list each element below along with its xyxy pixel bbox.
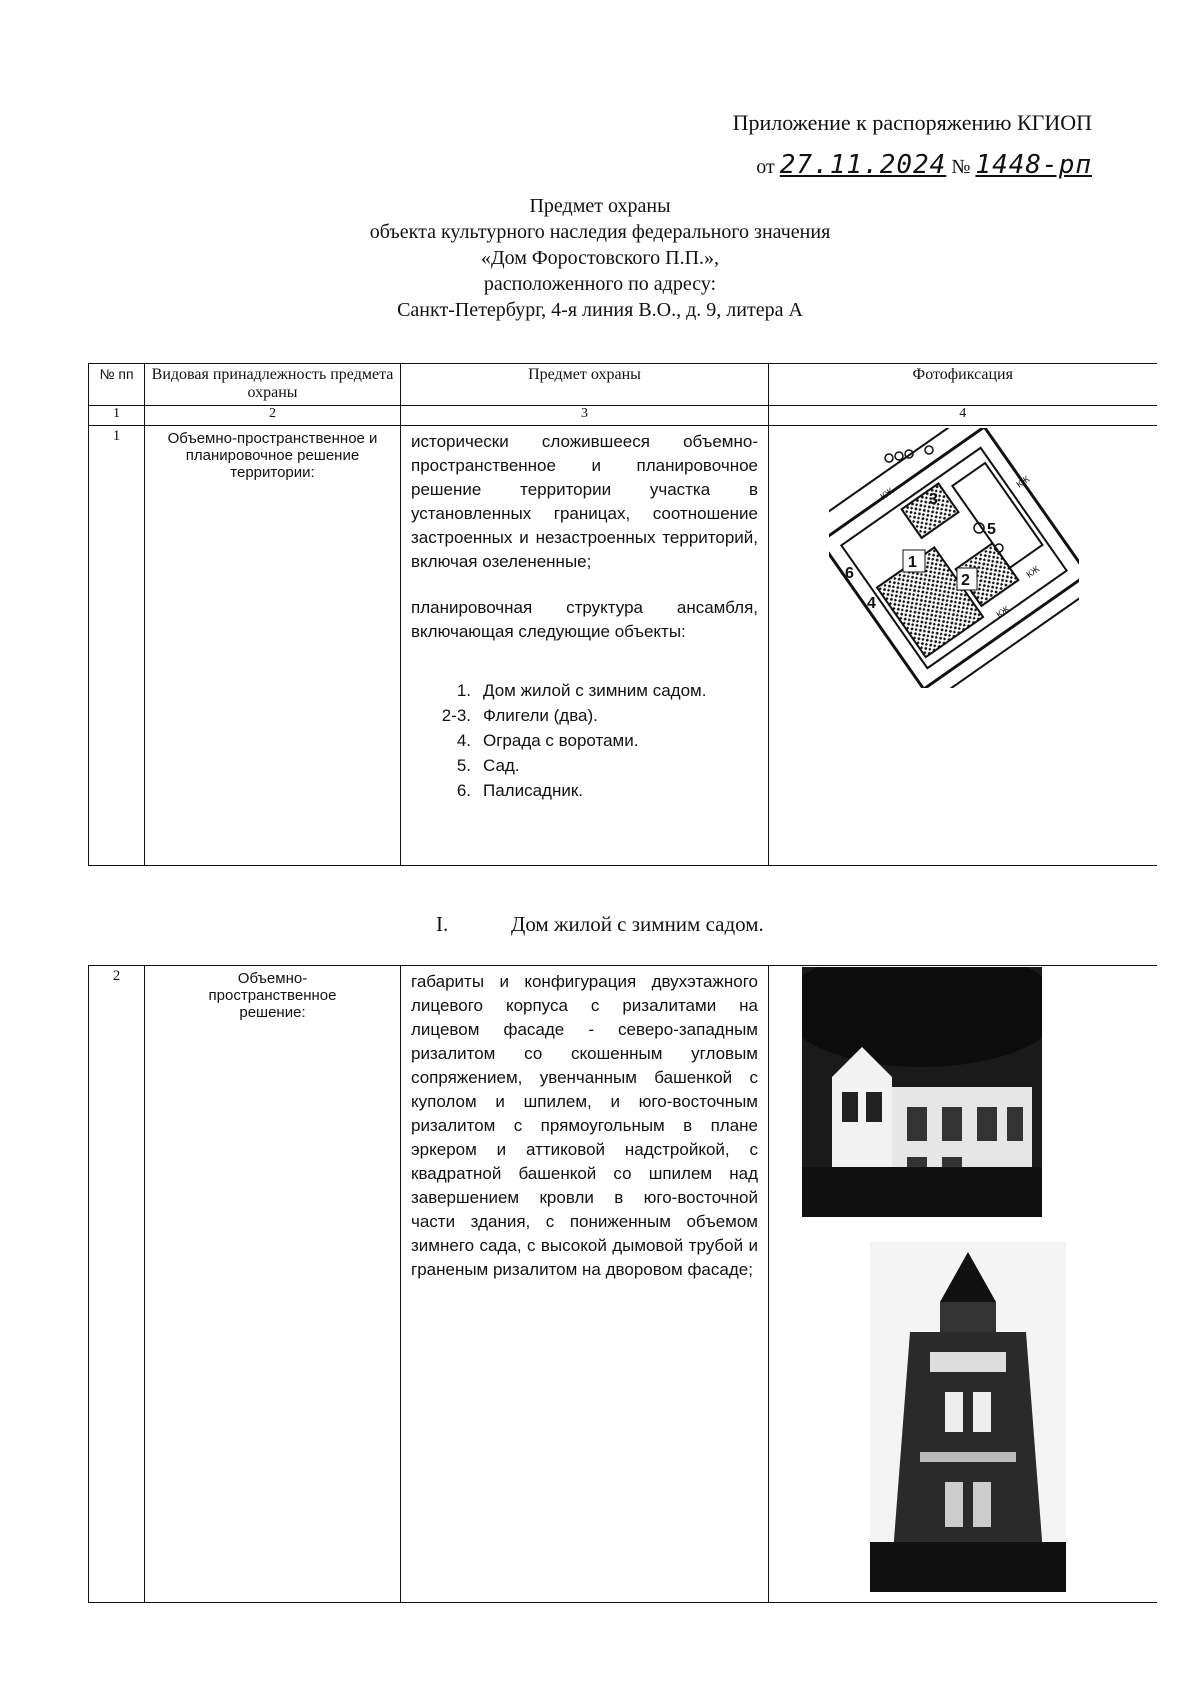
row2-paragraph: габариты и конфигурация двухэтажного лицевого корпуса с ризалитами на лицевом фасаде - северо-западным ризалитом со скошенным угловым сопряжением, увенчанным башенкой с куполом и шпилем, и юго-восточным ризалитом с прямоугольным в плане эркером и аттиковой надстройкой, с квадратной башенкой со шпилем над завершением кровли в юго-восточной части здания, с пониженным объемом зимнего сада, с высокой дымовой трубой и граненым ризалитом на дворовом фасаде; <box>411 972 758 1279</box>
row2-num: 2 <box>89 966 145 1603</box>
building-photo-facade <box>802 967 1042 1217</box>
order-from-label: от <box>756 156 775 178</box>
order-no-label: № <box>951 156 971 178</box>
title-line-3: «Дом Форостовского П.П.», <box>480 247 720 269</box>
title-line-5: Санкт-Петербург, 4-я линия В.О., д. 9, литера А <box>397 299 803 321</box>
list-item: 6. Палисадник. <box>456 781 584 800</box>
map-label-6: 6 <box>845 565 854 582</box>
header-photo: Фотофиксация <box>769 364 1157 406</box>
map-label-2: 2 <box>961 572 970 589</box>
map-label-1: 1 <box>908 554 917 571</box>
header-kind: Видовая принадлежность предмета охраны <box>145 364 401 406</box>
colnum-2: 2 <box>145 406 401 426</box>
section-heading <box>436 912 764 937</box>
row1-paragraph-1: исторически сложившееся объемно-пространственное и планировочное решение территории участка в установленных границах, соотношение застроенных и незастроенных территорий, включая озелененные; <box>411 432 758 571</box>
map-label-4: 4 <box>867 595 876 612</box>
map-tag: КЖ <box>994 603 1012 620</box>
colnum-1: 1 <box>89 406 145 426</box>
appendix-label: Приложение к распоряжению КГИОП <box>732 110 1092 135</box>
map-tag: КЖ <box>1024 563 1042 580</box>
map-tag: КЖ <box>1014 473 1032 490</box>
colnum-3: 3 <box>401 406 769 426</box>
map-label-3: 3 <box>929 491 938 508</box>
order-number: 1448-рп <box>975 150 1092 180</box>
header-num: № пп <box>89 364 145 406</box>
title-line-2: объекта культурного наследия федерального значения <box>369 221 831 243</box>
title-line-4: расположенного по адресу: <box>483 273 717 295</box>
map-label-5: 5 <box>987 521 996 538</box>
building-photo-tower <box>870 1242 1066 1592</box>
colnum-4: 4 <box>769 406 1157 426</box>
list-item: 2-3. Флигели (два). <box>441 706 598 725</box>
page-bottom-line <box>88 1602 1156 1603</box>
header-subject: Предмет охраны <box>401 364 769 406</box>
ensemble-list <box>441 678 758 803</box>
list-item: 1. Дом жилой с зимним садом. <box>456 681 707 700</box>
list-item: 5. Сад. <box>456 756 520 775</box>
row2-subject <box>401 966 769 1603</box>
protection-table <box>88 363 1157 866</box>
row1-kind: Объемно-пространственное и планировочное решение территории: <box>145 426 401 866</box>
section-title: Дом жилой с зимним садом. <box>511 912 764 936</box>
document-title <box>100 193 1100 323</box>
order-date: 27.11.2024 <box>779 150 947 180</box>
section-roman: I. <box>436 912 449 936</box>
map-tag: КЖ <box>878 485 896 502</box>
row1-photo-cell <box>769 426 1157 866</box>
row1-num: 1 <box>89 426 145 866</box>
row2-kind: Объемно-пространственное решение: <box>145 966 401 1603</box>
row1-paragraph-2: планировочная структура ансамбля, включающая следующие объекты: <box>411 598 758 641</box>
site-plan-map <box>829 428 1079 688</box>
order-ref <box>756 150 1092 180</box>
list-item: 4. Ограда с воротами. <box>456 731 639 750</box>
title-line-1: Предмет охраны <box>529 195 671 217</box>
row1-subject <box>401 426 769 866</box>
